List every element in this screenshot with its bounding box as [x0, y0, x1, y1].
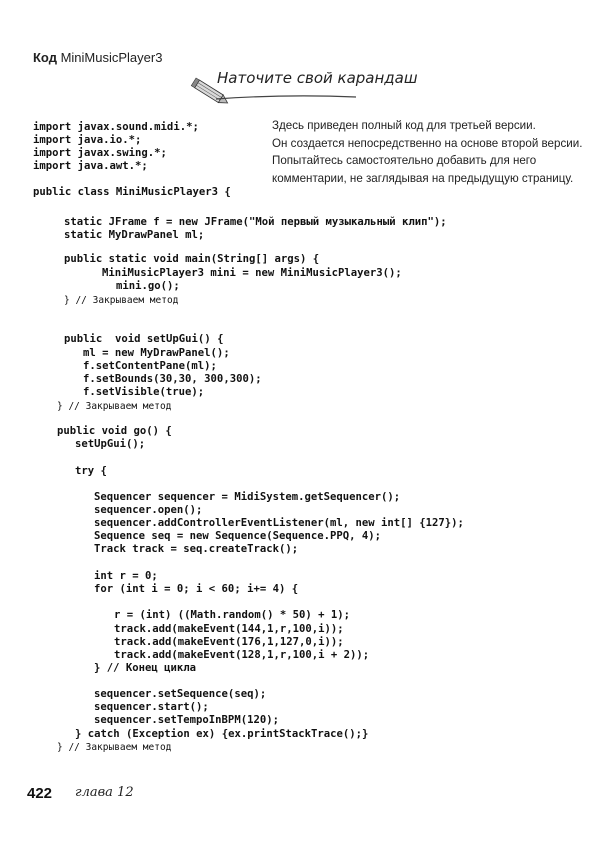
code-line: f.setContentPane(ml);: [83, 360, 217, 372]
code-line: public static void main(String[] args) {: [64, 253, 320, 265]
code-line: sequencer.addControllerEventListener(ml, new int[] {127});: [94, 517, 464, 529]
header-prefix: Код: [33, 50, 57, 65]
code-line: import java.awt.*;: [33, 160, 148, 172]
code-comment-line: } // Закрываем метод: [64, 295, 179, 306]
sharpen-pencil-title: Наточите свой карандаш: [217, 69, 418, 87]
code-line: int r = 0;: [94, 570, 158, 582]
code-line: static JFrame f = new JFrame("Мой первый музыкальный клип");: [64, 216, 447, 228]
code-line: public void go() {: [57, 425, 172, 437]
code-line: f.setVisible(true);: [83, 386, 205, 398]
intro-line: Попытайтесь самостоятельно добавить для него: [272, 154, 537, 168]
code-line: public void setUpGui() {: [64, 333, 224, 345]
header-title: MiniMusicPlayer3: [60, 50, 163, 65]
code-comment-line: } // Закрываем метод: [57, 742, 172, 753]
page-footer: [27, 783, 134, 802]
intro-line: Он создается непосредственно на основе второй версии.: [272, 136, 583, 150]
code-comment-line: } // Закрываем метод: [57, 401, 172, 412]
code-line: sequencer.setTempoInBPM(120);: [94, 714, 279, 726]
code-line: import javax.swing.*;: [33, 147, 167, 159]
code-line: import javax.sound.midi.*;: [33, 121, 199, 133]
chapter-label: глава 12: [75, 785, 134, 800]
code-line: track.add(makeEvent(128,1,r,100,i + 2));: [114, 649, 370, 661]
code-line: track.add(makeEvent(144,1,r,100,i));: [114, 623, 344, 635]
code-line: mini.go();: [116, 280, 180, 292]
code-line: MiniMusicPlayer3 mini = new MiniMusicPlayer3();: [102, 267, 402, 279]
code-line: Track track = seq.createTrack();: [94, 543, 299, 555]
code-line: sequencer.open();: [94, 504, 203, 516]
code-line: ml = new MyDrawPanel();: [83, 347, 230, 359]
code-line: } catch (Exception ex) {ex.printStackTrace();}: [75, 728, 369, 740]
page-number: 422: [27, 785, 53, 802]
code-line: import java.io.*;: [33, 134, 142, 146]
code-line: try {: [75, 465, 107, 477]
code-line: } // Конец цикла: [94, 662, 197, 674]
code-line: Sequence seq = new Sequence(Sequence.PPQ, 4);: [94, 530, 382, 542]
code-line: Sequencer sequencer = MidiSystem.getSequencer();: [94, 491, 401, 503]
code-line: track.add(makeEvent(176,1,127,0,i));: [114, 636, 344, 648]
code-line: for (int i = 0; i < 60; i+= 4) {: [94, 583, 299, 595]
intro-line: комментарии, не заглядывая на предыдущую страницу.: [272, 172, 574, 186]
code-line: public class MiniMusicPlayer3 {: [33, 186, 231, 198]
intro-line: Здесь приведен полный код для третьей версии.: [272, 119, 536, 132]
code-line: f.setBounds(30,30, 300,300);: [83, 373, 262, 385]
code-line: r = (int) ((Math.random() * 50) + 1);: [114, 609, 350, 621]
code-line: setUpGui();: [75, 438, 146, 450]
code-line: sequencer.setSequence(seq);: [94, 688, 267, 700]
code-line: static MyDrawPanel ml;: [64, 229, 205, 241]
code-line: sequencer.start();: [94, 701, 209, 713]
